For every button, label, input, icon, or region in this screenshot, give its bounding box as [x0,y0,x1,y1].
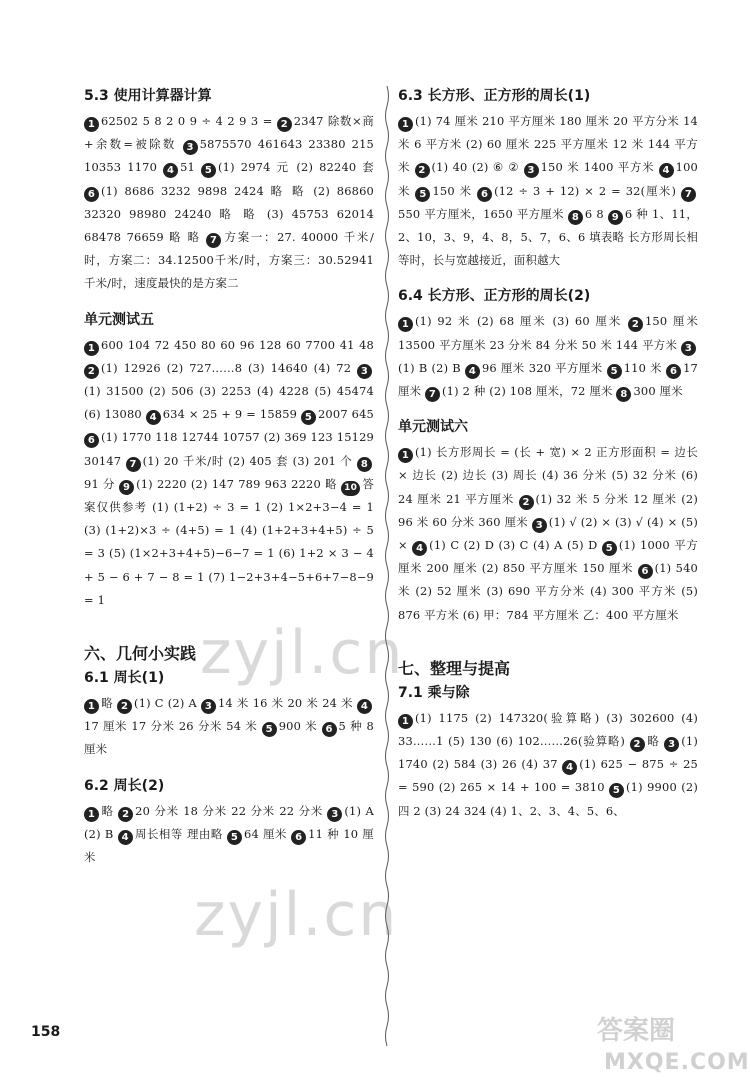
column-divider [383,86,391,1046]
answer-text: 900 米 [278,719,318,734]
answer-text: 64 厘米 [244,826,287,841]
answer-text: 550 平方厘米，1650 平方厘米 [398,206,564,221]
section-title: 6.3 长方形、正方形的周长(1) [398,88,591,104]
answer-item [146,407,298,424]
answer-text: (1) 625 − 875 ÷ 25 = 590 (2) 265 × 14 + 100 = 3810 [398,757,698,795]
question-number-badge: 6 [322,722,337,737]
section-title: 单元测试五 [84,311,154,328]
answer-body [84,800,374,870]
answer-section [84,296,374,612]
answer-item [465,361,603,375]
question-number-badge: 2 [117,699,132,714]
question-number-badge: 4 [163,163,178,178]
question-number-badge: 7 [681,187,696,202]
question-number-badge: 2 [630,737,645,752]
answer-text: 6 种 1、11，2、10，3、9，4、8，5、7，6、6 填表略 长方形周长相等时，长与宽越接近，面积越大 [398,206,699,268]
answer-text: 5 种 8 厘米 [84,719,374,757]
section-title: 6.2 周长(2) [84,777,165,794]
question-number-badge: 3 [201,699,216,714]
answer-text: 略 [646,734,660,749]
section-title: 5.3 使用计算器计算 [84,88,212,104]
answer-item [412,538,598,555]
answer-item [84,804,114,818]
section-title: 7.1 乘与除 [398,684,470,701]
answer-text: (1) 12926 (2) 727……8 (3) 14640 (4) 72 [101,360,352,375]
question-number-badge: 7 [425,387,440,402]
answer-item [415,184,472,198]
answer-text: 2007 645 [317,407,374,422]
answer-section [398,403,698,627]
answer-item [301,407,374,424]
question-number-badge: 8 [616,387,631,402]
answer-text: 周长相等 理由略 [134,826,223,841]
section-title: 六、几何小实践 [84,644,197,664]
answer-item [84,696,114,713]
answer-text: (1) √ (2) × (3) √ (4) × (5) × [398,514,699,553]
answer-text: (1) 74 厘米 210 平方厘米 180 厘米 20 平方分米 14 米 6 平方米 (2) 60 厘米 225 平方厘米 12 米 144 平方米 [398,114,698,175]
question-number-badge: 6 [84,187,99,202]
question-number-badge: 10 [341,481,360,496]
answer-item [118,827,223,841]
question-number-badge: 5 [602,541,617,556]
question-number-badge: 4 [562,760,577,775]
question-number-badge: 4 [465,364,480,379]
question-number-badge: 5 [301,410,316,425]
answer-item [84,361,351,375]
question-number-badge: 8 [568,210,583,225]
question-number-badge: 5 [227,830,242,845]
answer-text: 略 [101,803,114,818]
left-column [84,86,374,869]
answer-item [119,477,337,491]
answer-item [425,384,613,401]
answer-text: 600 104 72 450 80 60 96 128 60 7700 41 48 [101,337,374,352]
answer-body [398,707,698,823]
question-number-badge: 3 [681,341,696,356]
answer-item [262,719,318,736]
question-number-badge: 5 [415,187,430,202]
answer-text: 150 米 1400 平方米 [540,160,655,175]
answer-item [398,314,623,331]
watermark-zyjl-1: zyjl.cn [200,618,405,688]
section-title: 6.4 长方形、正方形的周长(2) [398,288,591,305]
question-number-badge: 3 [327,807,342,822]
answer-item [117,696,197,713]
question-number-badge: 1 [84,807,99,822]
question-number-badge: 4 [412,541,427,556]
answer-body [398,310,698,403]
answer-text: (1) 32 米 5 分米 12 厘米 (2) 96 米 60 分米 360 厘米 [398,491,699,529]
answer-section [398,272,698,403]
question-number-badge: 2 [84,364,99,379]
answer-text: (1) 2 种 (2) 108 厘米，72 厘米 [442,384,613,399]
question-number-badge: 2 [277,117,292,132]
answer-item [118,804,323,818]
question-number-badge: 1 [398,317,413,332]
answer-section [84,612,374,664]
question-number-badge: 4 [146,410,161,425]
answer-text: (1) C (2) A [134,696,197,711]
question-number-badge: 7 [126,457,141,472]
answer-body [84,110,374,296]
answer-text: 6 8 [584,206,604,221]
answer-text: (1) C (2) D (3) C (4) A (5) D [429,538,598,553]
answer-item [84,477,374,607]
question-number-badge: 1 [398,714,413,729]
answer-item [524,160,655,177]
answer-text: 20 分米 18 分米 22 分米 22 分米 [135,803,323,818]
question-number-badge: 1 [84,117,99,132]
answer-item [84,114,272,128]
watermark-daanquan: 答案圈 [597,1016,676,1046]
question-number-badge: 6 [477,187,492,202]
answer-text: 5875570 461643 23380 215 10353 1170 [84,137,374,175]
answer-text: (12 ÷ 3 + 12) × 2 = 32(厘米) [494,183,677,198]
answer-item [201,696,353,713]
answer-section [398,86,698,272]
answer-body [84,692,374,762]
question-number-badge: 1 [398,117,413,132]
answer-text: (1) 540 米 (2) 52 厘米 (3) 690 平方分米 (4) 300 平方米 (5) 876 平方米 (6) 甲：784 平方厘米 乙：400 平方厘米 [398,561,698,622]
question-number-badge: 3 [183,140,198,155]
answer-text: 11 种 10 厘米 [84,826,375,865]
answer-text: 62502 5 8 2 0 9 ÷ 4 2 9 3 = [101,114,273,128]
answer-text: (1) 2220 (2) 147 789 963 2220 略 [136,476,337,491]
answer-body [398,441,698,627]
question-number-badge: 2 [628,317,643,332]
answer-body [398,110,698,272]
answer-text: 150 米 [432,183,473,198]
answer-text: (1) 92 米 (2) 68 厘米 (3) 60 厘米 [415,314,623,329]
answer-text: (1) 1740 (2) 584 (3) 26 (4) 37 [398,734,699,772]
question-number-badge: 2 [415,163,430,178]
answer-text: 17 厘米 17 分米 26 分米 54 米 [84,719,258,734]
question-number-badge: 4 [118,830,133,845]
question-number-badge: 6 [666,364,681,379]
question-number-badge: 2 [118,807,133,822]
answer-section [84,668,374,762]
question-number-badge: 1 [84,341,99,356]
answer-text: (1) 1000 平方厘米 200 厘米 (2) 850 平方厘米 150 厘米 [398,538,699,576]
answer-item [616,384,683,401]
answer-item [126,454,353,468]
question-number-badge: 3 [524,163,539,178]
answer-text: (1) 8686 3232 9898 2424 略 略 (2) 86860 32320 98980 24240 略 略 (3) 45753 62014 68478 76659 略 略 [84,183,374,245]
watermark-mxqe: MXQE.COM [604,1050,750,1075]
answer-section [84,762,374,870]
answer-text: 150 厘米 13500 平方厘米 23 分米 84 分米 50 米 144 平方米 [398,314,699,352]
answer-item [415,160,520,177]
answer-section [84,86,374,296]
answer-text: 17 厘米 [398,360,698,399]
answer-text: 634 × 25 + 9 = 15859 [162,407,298,422]
answer-text: (1) 1770 118 12744 10757 (2) 369 123 15129 30147 [84,430,374,468]
answer-text: (1) 9900 (2) 四 2 (3) 24 324 (4) 1、2、3、4、5、6、 [398,780,698,818]
answer-text: (1) 40 (2) ⑥ ② [431,160,520,175]
answer-text: (1) 31500 (2) 506 (3) 2253 (4) 4228 (5) 45474 (6) 13080 [84,384,374,422]
answer-item [477,184,676,198]
answer-text: 略 [101,696,114,711]
answer-text: 方案一：27. 40000 千米/时，方案二：34.12500千米/时，方案三：30.52941 千米/时，速度最快的是方案二 [84,230,374,291]
answer-text: 91 分 [84,476,115,491]
question-number-badge: 2 [519,495,534,510]
question-number-badge: 5 [609,783,624,798]
answer-item [607,361,662,375]
answer-section [398,627,698,679]
answer-text: (1) 2974 元 (2) 82240 套 [218,160,374,175]
answer-item [568,207,604,221]
watermark-zyjl-2: zyjl.cn [194,880,399,950]
answer-text: (1) A (2) B [84,803,374,841]
question-number-badge: 3 [664,737,679,752]
question-number-badge: 5 [607,364,622,379]
question-number-badge: 5 [201,163,216,178]
question-number-badge: 6 [291,830,306,845]
answer-text: (1) 长方形周长 = (长 + 宽) × 2 正方形面积 = 边长 × 边长 (2) 边长 (3) 周长 (4) 36 分米 (5) 32 分米 (6) 24 厘米 21 平方厘米 [398,445,698,506]
question-number-badge: 1 [84,699,99,714]
question-number-badge: 9 [119,480,134,495]
question-number-badge: 6 [638,564,653,579]
answer-item [630,734,660,751]
answer-item [227,827,287,841]
question-number-badge: 6 [84,433,99,448]
question-number-badge: 8 [357,457,372,472]
answer-text: (1) 1175 (2) 147320(验算略) (3) 302600 (4) 33……1 (5) 130 (6) 102……26(验算略) [398,710,698,749]
answer-text: 2347 除数×商+余数=被除数 [84,114,374,152]
section-title: 单元测试六 [398,419,468,436]
question-number-badge: 3 [532,518,547,533]
answer-body [84,334,374,612]
answer-text: 100 米 [398,160,698,198]
question-number-badge: 4 [659,163,674,178]
question-number-badge: 4 [357,699,372,714]
question-number-badge: 9 [608,210,623,225]
question-number-badge: 1 [398,448,413,463]
answer-section [398,683,698,823]
answer-text: 答案仅供参考 (1) (1+2) ÷ 3 = 1 (2) 1×2+3−4 = 1 (3) (1+2)×3 ÷ (4+5) = 1 (4) (1+2+3+4+5) ÷ 5 = 3 (5) (1×2+3+4+5)−6−7 = 1 (6) 1+2 × 3 − 4 + 5 − 6 + 7 − 8 = 1 (7) 1−2+3+4−5+6+7−8−9 = 1 [84,476,375,607]
right-column [398,86,698,823]
answer-text: 300 厘米 [633,384,683,399]
answer-item [163,160,195,177]
answer-text: 14 米 16 米 20 米 24 米 [217,696,353,711]
answer-text: 96 厘米 320 平方厘米 [481,360,603,375]
answer-item [201,160,374,177]
section-title: 6.1 周长(1) [84,670,165,687]
answer-text: 110 米 [623,360,662,375]
section-title: 七、整理与提高 [398,658,511,678]
answer-item [84,338,374,352]
answer-text: (1) B (2) B [398,360,461,375]
answer-text: 51 [180,160,195,175]
answer-text: (1) 20 千米/时 (2) 405 套 (3) 201 个 [142,453,353,468]
question-number-badge: 3 [357,364,372,379]
question-number-badge: 5 [262,722,277,737]
question-number-badge: 7 [206,233,221,248]
page-number: 158 [31,1024,61,1040]
